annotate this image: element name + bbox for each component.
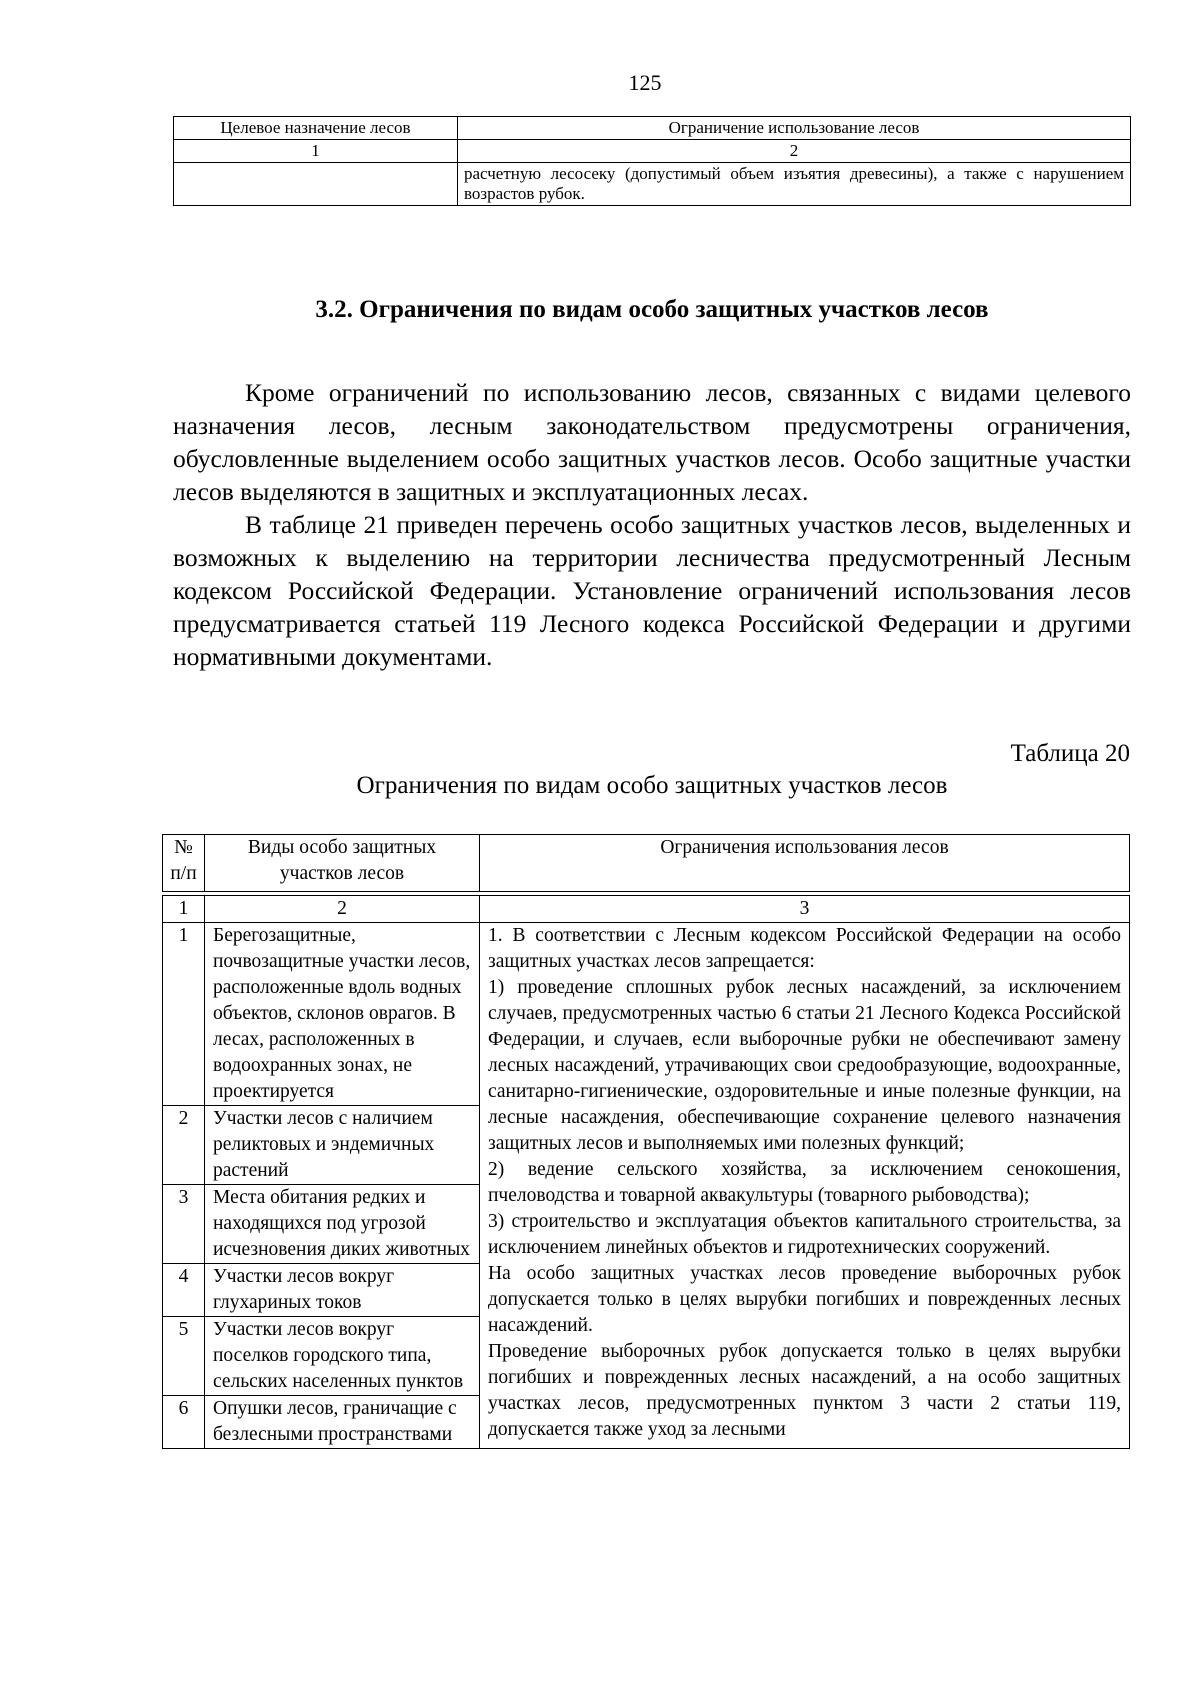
forest-area-kind: Участки лесов вокруг поселков городского типа, сельских населенных пунктов <box>205 1317 480 1396</box>
restriction-paragraph: 1) проведение сплошных рубок лесных насаждений, за исключением случаев, предусмотренных частью 6 статьи 21 Лесного Кодекса Российской Федерации, и случаев, если выборочные рубки не обеспечивают замену лесных насаждений, утрачивающих свои средообразующие, водоохранные, санитарно-гигиенические, оздоровительные и иные полезные функции, на лесные насаждения, обеспечивающие сохранение целевого назначения защитных лесов и выполняемых ими полезных функций; <box>488 977 1121 1154</box>
row-number: 3 <box>163 1185 205 1264</box>
paragraph: В таблице 21 приведен перечень особо защитных участков лесов, выделенных и возможных к выделению на территории лесничества предусмотренный Лесным кодексом Российской Федерации. Установление ограничений использования лесов предусматривается статьей 119 Лесного кодекса Российской Федерации и другими нормативными документами. <box>173 510 1131 671</box>
column-header-restriction: Ограничения использования лесов <box>480 835 1130 892</box>
column-header: Ограничение использование лесов <box>458 117 1131 140</box>
forest-area-kind: Места обитания редких и находящихся под угрозой исчезновения диких животных <box>205 1185 480 1264</box>
table-cell <box>174 163 458 206</box>
table-header-row <box>174 117 1131 140</box>
restriction-paragraph: Проведение выборочных рубок допускается только в целях вырубки погибших и поврежденных лесных насаждений, а на особо защитных участках лесов, предусмотренных пунктом 3 части 2 статьи 119, допускается также уход за лесными <box>488 1341 1121 1440</box>
table-header-row <box>163 835 1130 892</box>
table-label: Таблица 20 <box>1010 740 1130 767</box>
column-header-kind: Виды особо защитных участков лесов <box>205 835 480 892</box>
column-number-row <box>163 896 1130 923</box>
restrictions-cell <box>480 923 1130 1449</box>
column-number: 2 <box>205 896 480 923</box>
page-number: 125 <box>628 70 662 95</box>
table-caption: Ограничения по видам особо защитных участков лесов <box>356 772 948 799</box>
column-number: 2 <box>458 140 1131 163</box>
restriction-paragraph: 2) ведение сельского хозяйства, за исключением сенокошения, пчеловодства и товарной аквакультуры (товарного рыбоводства); <box>488 1159 1121 1206</box>
section-title: 3.2. Ограничения по видам особо защитных участков лесов <box>315 296 989 323</box>
column-header-num: № п/п <box>163 835 205 892</box>
row-number: 5 <box>163 1317 205 1396</box>
restriction-paragraph: 3) строительство и эксплуатация объектов капитального строительства, за исключением линейных объектов и гидротехнических сооружений. <box>488 1211 1121 1258</box>
forest-area-kind: Опушки лесов, граничащие с безлесными пространствами <box>205 1396 480 1449</box>
forest-area-kind: Участки лесов вокруг глухариных токов <box>205 1264 480 1317</box>
forest-area-kind: Участки лесов с наличием реликтовых и эндемичных растений <box>205 1106 480 1185</box>
table-cell: расчетную лесосеку (допустимый объем изъятия древесины), а также с нарушением возрастов рубок. <box>458 163 1131 206</box>
row-number: 4 <box>163 1264 205 1317</box>
row-number: 6 <box>163 1396 205 1449</box>
continued-table <box>173 116 1131 206</box>
column-number: 1 <box>163 896 205 923</box>
restriction-paragraph: 1. В соответствии с Лесным кодексом Российской Федерации на особо защитных участках лесов запрещается: <box>488 925 1121 972</box>
column-header: Целевое назначение лесов <box>174 117 458 140</box>
paragraph: Кроме ограничений по использованию лесов, связанных с видами целевого назначения лесов, лесным законодательством предусмотрены ограничения, обусловленные выделением особо защитных участков лесов. Особо защитные участки лесов выделяются в защитных и эксплуатационных лесах. <box>173 378 1131 506</box>
row-number: 1 <box>163 923 205 1106</box>
restriction-paragraph: На особо защитных участках лесов проведение выборочных рубок допускается только в целях вырубки погибших и поврежденных лесных насаждений. <box>488 1263 1121 1336</box>
protected-areas-table <box>162 834 1130 1449</box>
column-number: 3 <box>480 896 1130 923</box>
row-number: 2 <box>163 1106 205 1185</box>
column-number: 1 <box>174 140 458 163</box>
forest-area-kind: Берегозащитные, почвозащитные участки лесов, расположенные вдоль водных объектов, склонов оврагов. В лесах, расположенных в водоохранных зонах, не проектируется <box>205 923 480 1106</box>
body-text <box>173 376 1131 673</box>
table-row <box>163 923 1130 1106</box>
column-number-row <box>174 140 1131 163</box>
table-row <box>174 163 1131 206</box>
